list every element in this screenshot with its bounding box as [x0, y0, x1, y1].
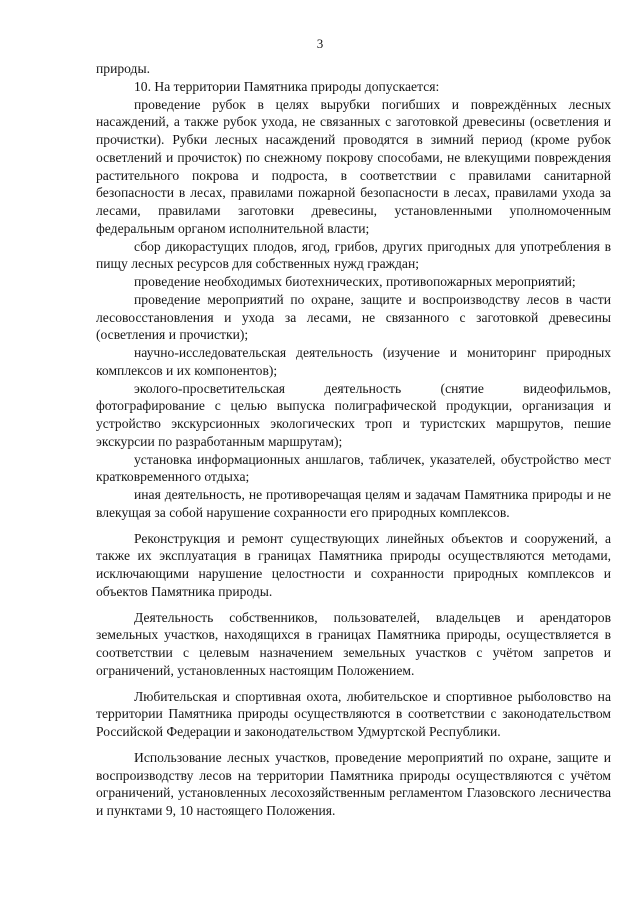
- list-item-research-activity: научно-исследовательская деятельность (изучение и мониторинг природных комплексов и их компонентов);: [96, 345, 611, 378]
- paragraph-forest-use: Использование лесных участков, проведение мероприятий по охране, защите и воспроизводству лесов на территории Памятника природы осуществляются с учётом ограничений, установленных лесохозяйственным регламентом Глазовского лесничества и пунктами 9, 10 настоящего Положения.: [96, 749, 611, 818]
- list-item-educational-activity: эколого-просветительская деятельность (снятие видеофильмов, фотографирование с целью выпуска полиграфической продукции, организация и устройство экскурсионных экологических троп и туристских маршрутов, пешие экскурсии по разработанным маршрутам);: [96, 380, 611, 449]
- list-item-biotechnical-measures: проведение необходимых биотехнических, противопожарных мероприятий;: [134, 274, 576, 289]
- list-item-other-activity: иная деятельность, не противоречащая целям и задачам Памятника природы и не влекущая за собой нарушение сохранности его природных комплексов.: [96, 487, 611, 520]
- paragraph-section-10-heading: 10. На территории Памятника природы допускается:: [134, 78, 440, 94]
- paragraph-linear-objects: Реконструкция и ремонт существующих линейных объектов и сооружений, а также их эксплуатация в границах Памятника природы осуществляются методами, исключающими нарушение целостности и сохранности природных комплексов и объектов Памятника природы.: [96, 530, 611, 599]
- document-body: [96, 60, 611, 820]
- page-number: 3: [316, 36, 324, 51]
- paragraph-land-owners: Деятельность собственников, пользователей, владельцев и арендаторов земельных участков, находящихся в границах Памятника природы, осуществляется в соответствии с целевым назначением земельных участков с учётом запретов и ограничений, установленных настоящим Положением.: [96, 609, 611, 678]
- list-item-forest-protection: проведение мероприятий по охране, защите и воспроизводству лесов в части лесовосстановления и ухода за лесами, не связанного с заготовкой древесины (осветления и прочистки);: [96, 291, 611, 343]
- paragraph-continuation: природы.: [96, 61, 150, 76]
- paragraph-hunting-fishing: Любительская и спортивная охота, любительское и спортивное рыболовство на территории Памятника природы осуществляются в соответствии с законодательством Российской Федерации и законодательством Удмуртской Республики.: [96, 688, 611, 739]
- list-item-gathering-wild-resources: сбор дикорастущих плодов, ягод, грибов, других пригодных для употребления в пищу лесных ресурсов для собственных нужд граждан;: [96, 238, 611, 272]
- list-item-information-signs: установка информационных аншлагов, табличек, указателей, обустройство мест кратковременного отдыха;: [96, 451, 611, 485]
- list-item-tree-felling: проведение рубок в целях вырубки погибших и повреждённых лесных насаждений, а также рубок ухода, не связанных с заготовкой древесины (осветления и прочистки). Рубки лесных насаждений проводятся в зимний период (кроме рубок осветлений и прочисток) по снежному покрову способами, не влекущими повреждения растительного покрова и подроста, в соответствии с правилами санитарной безопасности в лесах, правилами пожарной безопасности в лесах, правилами ухода за лесами, правилами заготовки древесины, установленными уполномоченным федеральным органом исполнительной власти;: [96, 96, 611, 236]
